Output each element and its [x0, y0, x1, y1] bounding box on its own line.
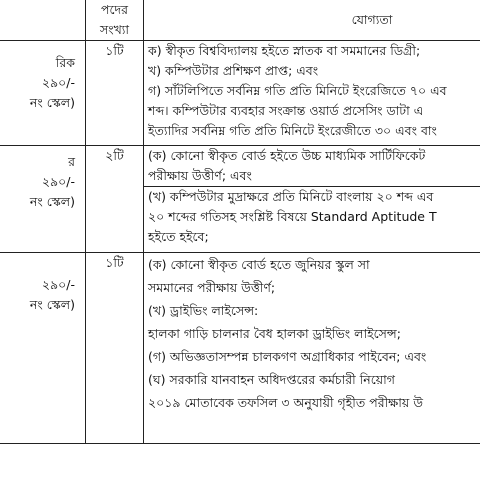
post-name-cell [0, 41, 86, 146]
qualification-line: (খ) ড্রাইভিং লাইসেন্স: [148, 303, 259, 318]
qualification-line: (ক) কোনো স্বীকৃত বোর্ড হইতে উচ্চ মাধ্যমিক সার্টিফিকেট [148, 148, 426, 163]
qualification-line: (ক) কোনো স্বীকৃত বোর্ড হতে জুনিয়র স্কুল সা [148, 257, 370, 272]
table-row [0, 146, 480, 253]
qualification-header: যোগ্যতা [144, 0, 480, 41]
post-count-cell: ২টি [86, 146, 144, 253]
qualification-line: ২০১৯ মোতাবেক তফসিল ৩ অনুযায়ী গৃহীত পরীক্ষায় উ [148, 395, 424, 410]
qualification-line: (গ) অভিজ্ঞতাসম্পন্ন চালকগণ অগ্রাধিকার পাইবেন; এবং [148, 349, 427, 364]
qualification-cell [144, 253, 480, 444]
qualification-line: সমমানের পরীক্ষায় উত্তীর্ণ; [148, 280, 276, 295]
post-name-line: র [68, 154, 75, 169]
post-pay-line: ২৯০/- [41, 277, 75, 292]
post-scale-line: নং স্কেল) [29, 297, 75, 312]
table-header-row [0, 0, 480, 41]
qualification-cell [144, 146, 480, 253]
post-count-cell: ১টি [86, 253, 144, 444]
qualification-line: খ) কম্পিউটার প্রশিক্ষণ প্রাপ্ত; এবং [148, 63, 319, 78]
post-scale-line: নং স্কেল) [29, 95, 75, 110]
qualification-line: (খ) কম্পিউটার মুদ্রাক্ষরে প্রতি মিনিটে বাংলায় ২০ শব্দ এব [144, 186, 480, 207]
qualification-line: শব্দ। কম্পিউটার ব্যবহার সংক্রান্ত ওয়ার্ড প্রসেসিং ডাটা এ [148, 103, 424, 118]
post-count-cell: ১টি [86, 41, 144, 146]
post-name-cell [0, 253, 86, 444]
post-pay-line: ২৯০/- [41, 75, 75, 90]
qualification-line: হইতে হইবে; [148, 229, 209, 244]
table-row [0, 41, 480, 146]
post-name-line: রিক [55, 55, 75, 70]
qualification-line: হালকা গাড়ি চালনার বৈধ হালকা ড্রাইভিং লাইসেন্স; [148, 326, 401, 341]
qualification-line: ইত্যাদির সর্বনিম্ন গতি প্রতি মিনিটে ইংরেজীতে ৩০ এবং বাং [148, 123, 437, 138]
qualification-cell [144, 41, 480, 146]
qualification-line: (ঘ) সরকারি যানবাহন অধিদপ্তরের কর্মচারী নিয়োগ [148, 372, 395, 387]
qualification-line: পরীক্ষায় উত্তীর্ণ; এবং [148, 168, 252, 183]
post-name-header [0, 0, 86, 41]
post-count-header-line1: পদের [101, 2, 128, 17]
post-pay-line: ২৯০/- [41, 174, 75, 189]
post-count-header [86, 0, 144, 41]
post-count-header-line2: সংখ্যা [99, 22, 130, 37]
table-row [0, 253, 480, 444]
qualification-line: ক) স্বীকৃত বিশ্ববিদ্যালয় হইতে স্নাতক বা সমমানের ডিগ্রী; [148, 43, 421, 58]
qualification-line: ২০ শব্দের গতিসহ সংশ্লিষ্ট বিষয়ে Standard Aptitude T [148, 209, 437, 224]
post-name-cell [0, 146, 86, 253]
qualification-line: গ) সাঁটলিপিতে সর্বনিম্ন গতি প্রতি মিনিটে ইংরেজিতে ৭০ এব [148, 83, 447, 98]
post-scale-line: নং স্কেল) [29, 194, 75, 209]
